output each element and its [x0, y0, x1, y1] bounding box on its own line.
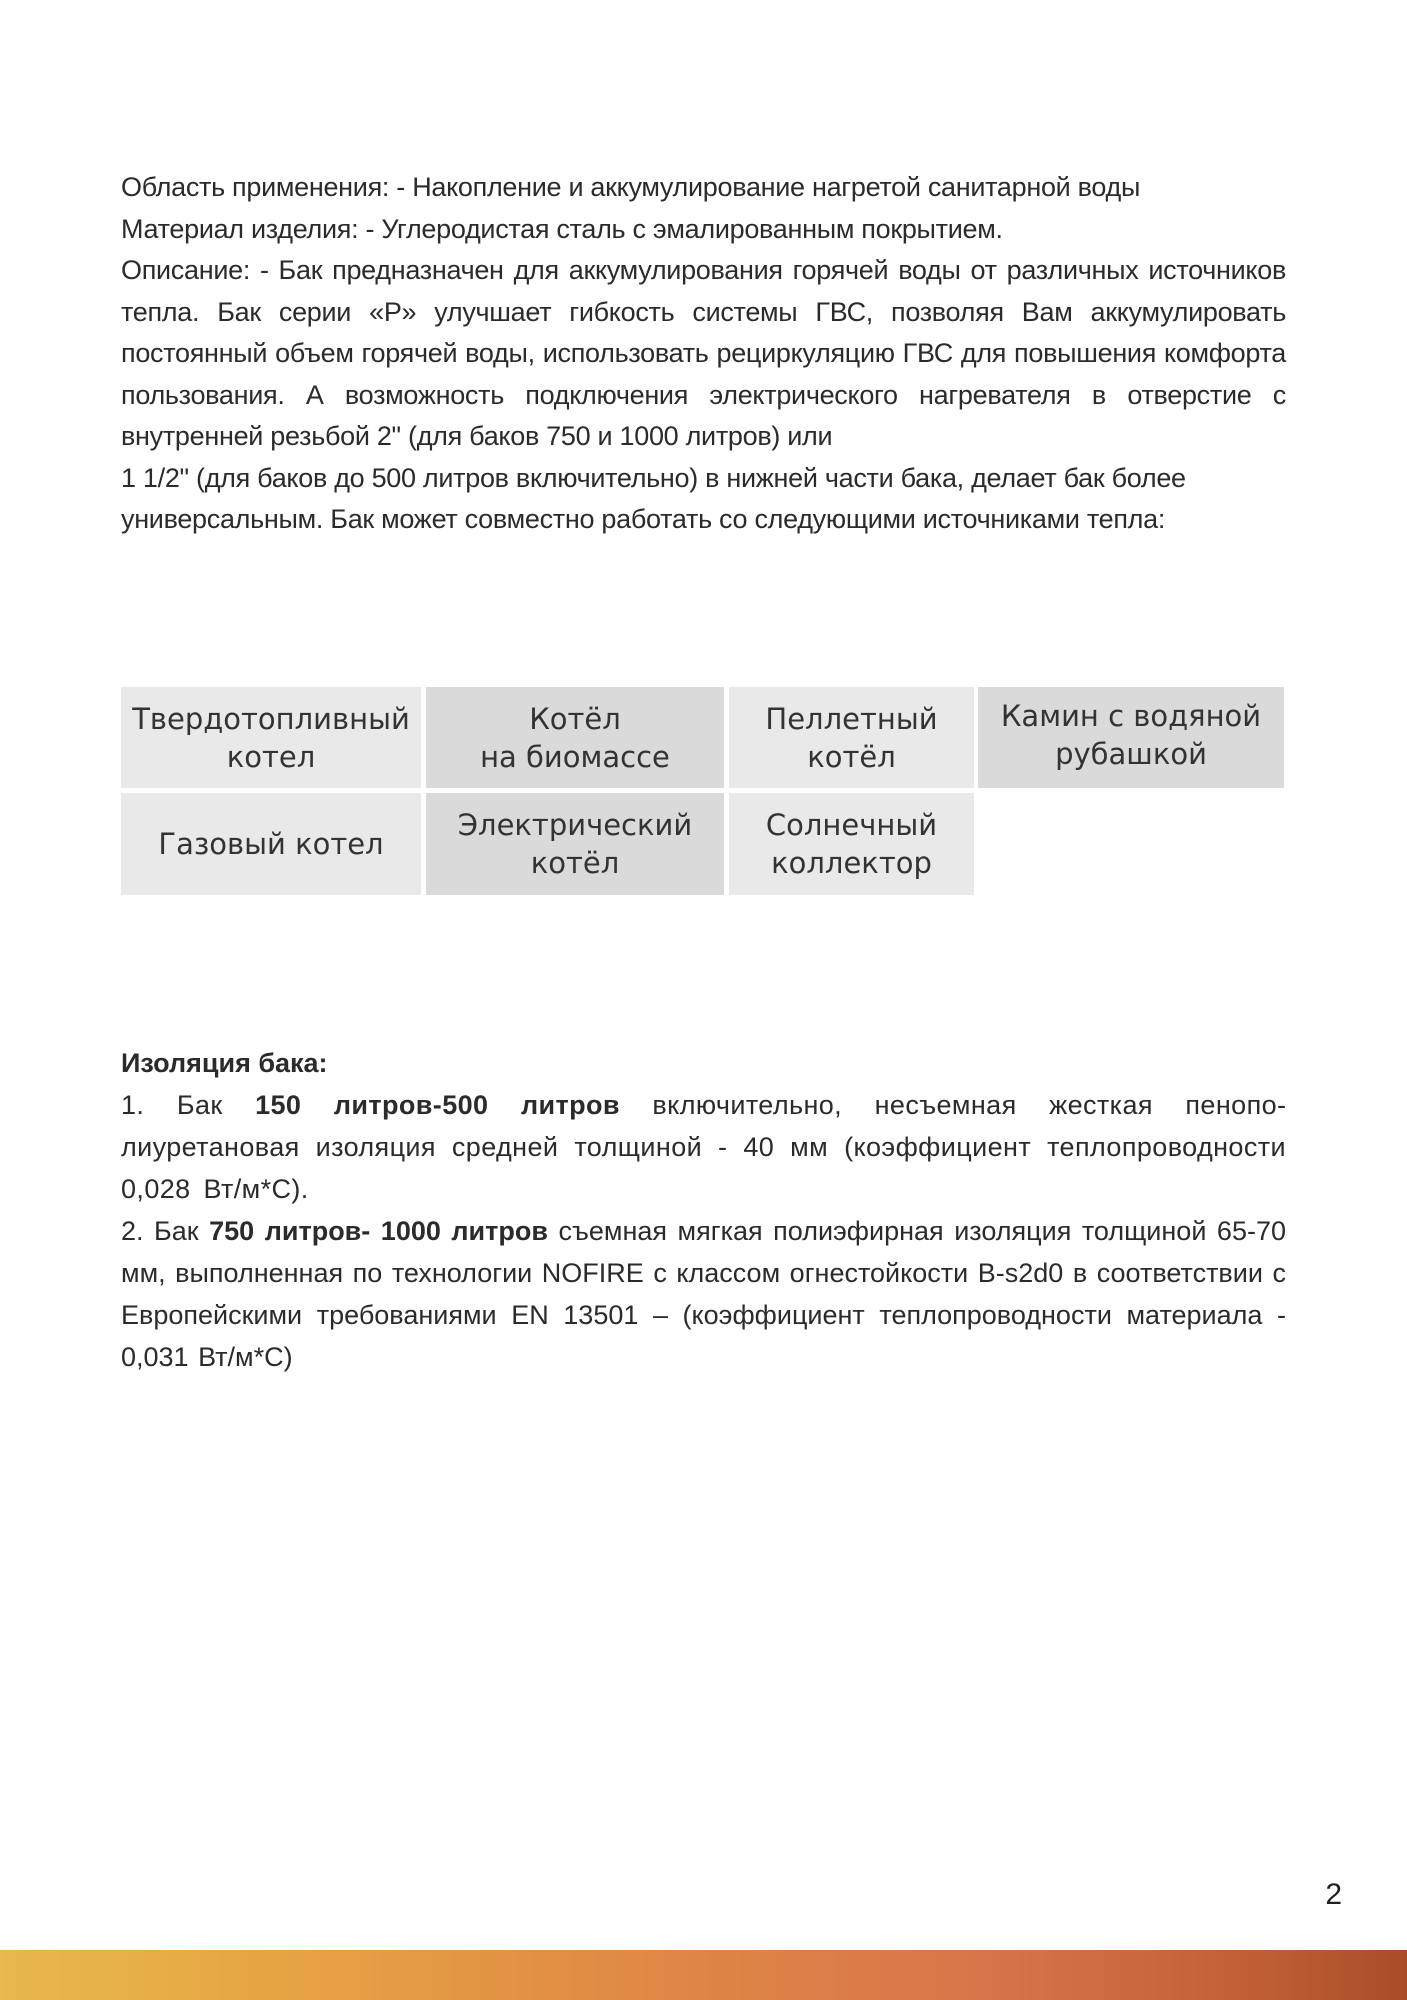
page-number: 2 [1325, 1878, 1342, 1911]
heat-sources-table [121, 687, 1284, 895]
description-text: Описание: - Бак предназначен для аккумулирования горячей воды от различных источников тепла. Бак серии «P» улучшает гибкость системы ГВС, позволяя Вам аккумулировать постоянный объем горячей воды, использовать рециркуляцию ГВС для повышения комфорта пользования. А возможность подключения электрического нагревателя в отверстие с внутренней резьбой 2" (для баков 750 и 1000 литров) или [121, 255, 1286, 451]
material-text: Материал изделия: - Углеродистая сталь с эмалированным покрытием. [121, 213, 1003, 244]
heat-source-cell: Солнечный коллектор [729, 793, 974, 895]
heat-source-cell: Твердотопливный котел [121, 687, 421, 788]
insulation-item-1-volume: 150 литров-500 литров [255, 1090, 620, 1120]
application-area-text: Область применения: - Накопление и аккумулирование нагретой санитарной воды [121, 172, 1141, 202]
insulation-item-2: 2. Бак 750 литров- 1000 литров съемная мягкая полиэфирная изоляция толщиной 65-70 мм, выполненная по технологии NOFIRE с классом огнестойкости B-s2d0 в соответствии с Европейскими требованиями EN 13501 – (коэффициент теплопроводности материала - 0,031 Вт/м*С) [121, 1216, 1286, 1372]
heat-source-cell: Камин с водяной рубашкой [978, 687, 1284, 788]
description-text-end: 1 1/2" (для баков до 500 литров включительно) в нижней части бака, делает бак более универсальным. Бак может совместно работать со следующими источниками тепла: [121, 462, 1186, 534]
heat-source-cell: Газовый котел [121, 793, 421, 895]
heat-source-cell: Электрический котёл [426, 793, 724, 895]
footer-gradient-bar [0, 1950, 1407, 2000]
insulation-section [121, 1042, 1286, 1378]
intro-section [121, 167, 1286, 541]
heat-source-cell: Котёл на биомассе [426, 687, 724, 788]
insulation-item-1: 1. Бак 150 литров-500 литров включительно, несъемная жесткая пенополиуретановая изоляция средней толщиной - 40 мм (коэффициент теплопроводности 0,028 Вт/м*С). [121, 1090, 1287, 1204]
insulation-item-2-volume: 750 литров- 1000 литров [209, 1216, 548, 1246]
heat-source-cell: Пеллетный котёл [729, 687, 974, 788]
insulation-heading: Изоляция бака: [121, 1048, 328, 1078]
